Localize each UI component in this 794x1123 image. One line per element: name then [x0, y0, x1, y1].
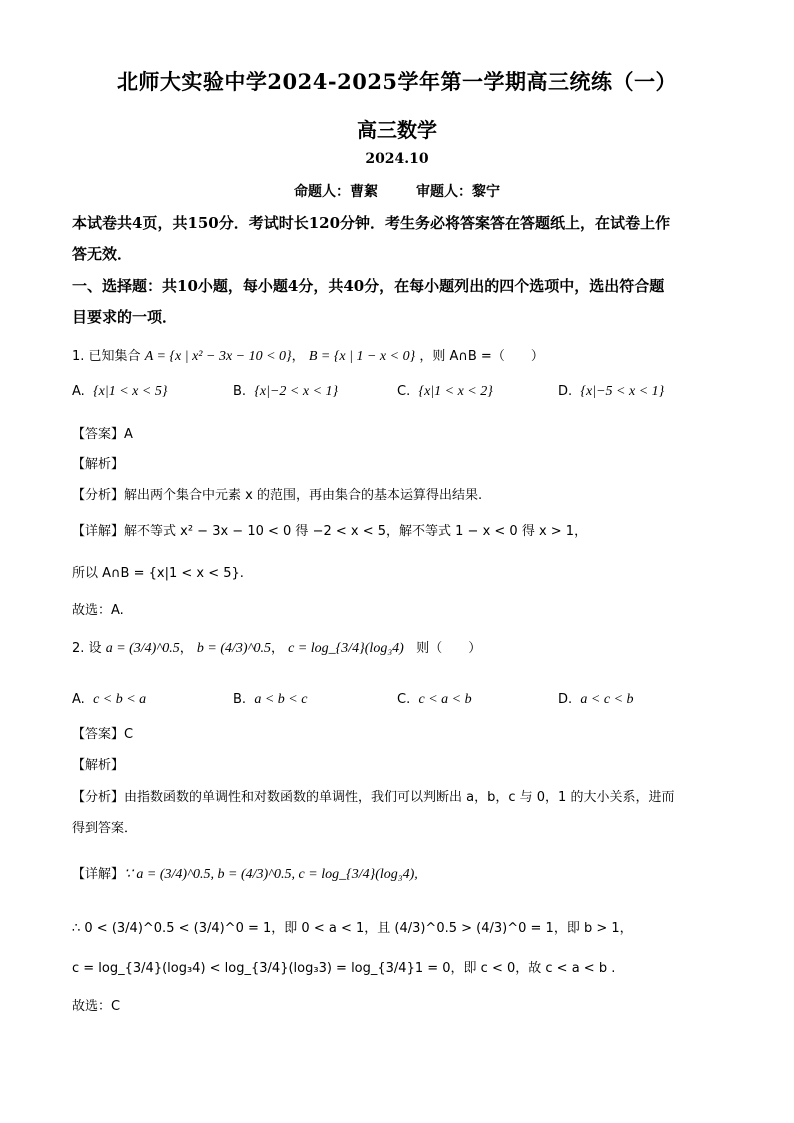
answer-label: 【答案】	[72, 427, 125, 442]
detail-text: 解不等式 x² − 3x − 10 < 0 得 −2 < x < 5，解不等式 1 − x < 0 得 x > 1，	[124, 524, 588, 539]
option-text: {x|−5 < x < 1}	[580, 384, 665, 399]
q2-option-a	[72, 692, 146, 708]
exam-date: 2024.10	[365, 151, 429, 167]
fenxi-label: 【分析】	[72, 488, 125, 503]
exam-title: 北师大实验中学2024-2025学年第一学期高三统练（一）	[116, 69, 678, 94]
q1-fenxi	[72, 484, 482, 503]
q1-analysis-label: 【解析】	[72, 457, 125, 472]
q2-detail-2: ∴ 0 < (3/4)^0.5 < (3/4)^0 = 1，即 0 < a < 1，且 (4/3)^0.5 > (4/3)^0 = 1，即 b > 1，	[72, 921, 633, 936]
q2-fenxi-1	[72, 786, 674, 805]
option-key: D.	[558, 692, 573, 707]
q1-stem	[72, 345, 544, 365]
q2-stem: 2. 设 a = (3/4)^0.5， b = (4/3)^0.5， c = log_{3/4}(log₃4) 则（ ）	[72, 641, 482, 656]
option-key: B.	[233, 384, 247, 399]
reviewer-label: 审题人：	[416, 184, 472, 200]
q2-option-b	[233, 692, 307, 708]
answer-label: 【答案】	[72, 727, 125, 742]
exam-subject: 高三数学	[357, 118, 437, 142]
q2-fenxi-2: 得到答案．	[72, 821, 138, 836]
detail-label: 【详解】	[72, 524, 125, 539]
section-heading-line-1: 一、选择题：共10小题，每小题4分，共40分，在每小题列出的四个选项中，选出符合题	[72, 277, 665, 295]
option-text: c < a < b	[418, 692, 472, 707]
q2-detail-3: c = log_{3/4}(log₃4) < log_{3/4}(log₃3) = log_{3/4}1 = 0，即 c < 0，故 c < a < b .	[72, 961, 616, 976]
option-text: {x|1 < x < 5}	[93, 384, 168, 399]
option-key: C.	[397, 692, 411, 707]
detail-label: 【详解】	[72, 867, 125, 882]
q1-option-b	[233, 384, 338, 400]
q1-option-c	[397, 384, 493, 400]
q1-answer	[72, 423, 133, 442]
q1-set-a: A = {x | x² − 3x − 10 < 0}	[144, 349, 292, 364]
instructions-line-1: 本试卷共4页，共150分．考试时长120分钟．考生务必将答案答在答题纸上，在试卷上作	[72, 214, 671, 232]
option-key: A.	[72, 692, 85, 707]
q1-comma: ，	[291, 349, 305, 364]
q1-option-a	[72, 384, 167, 400]
fenxi-text: 解出两个集合中元素 x 的范围，再由集合的基本运算得出结果.	[124, 488, 483, 503]
q2-def-a: a = (3/4)^0.5	[105, 641, 180, 656]
setter-name: 曹絮	[350, 184, 378, 200]
exam-authors	[0, 181, 794, 201]
section-heading-line-2: 目要求的一项．	[72, 308, 178, 326]
option-key: B.	[233, 692, 247, 707]
q1-detail-2: 所以 A∩B = {x|1 < x < 5}.	[72, 566, 244, 581]
q2-detail-1	[72, 863, 418, 883]
detail-text: ∵ a = (3/4)^0.5, b = (4/3)^0.5, c = log_{3/4}(log₃4),	[124, 867, 418, 882]
q2-option-c	[397, 692, 472, 708]
setter-label: 命题人：	[294, 184, 350, 200]
q2-analysis-label: 【解析】	[72, 758, 125, 773]
option-text: a < c < b	[580, 692, 634, 707]
option-key: D.	[558, 384, 573, 399]
option-key: C.	[397, 384, 411, 399]
option-text: {x|1 < x < 2}	[418, 384, 493, 399]
option-text: {x|−2 < x < 1}	[254, 384, 339, 399]
answer-value: C	[124, 727, 134, 742]
q1-option-d	[558, 384, 664, 400]
option-text: c < b < a	[93, 692, 147, 707]
fenxi-text: 由指数函数的单调性和对数函数的单调性，我们可以判断出 a，b，c 与 0，1 的大小关系，进而	[124, 790, 675, 805]
fenxi-label: 【分析】	[72, 790, 125, 805]
q2-stem-tail: 则（ ）	[416, 641, 482, 656]
q2-def-c: c = log_{3/4}(log₃4)	[288, 641, 404, 656]
q2-conclusion: 故选：C	[72, 999, 121, 1014]
q2-answer	[72, 723, 133, 742]
option-text: a < b < c	[254, 692, 308, 707]
q1-conclusion: 故选：A.	[72, 603, 124, 618]
q1-detail	[72, 520, 587, 539]
q1-stem-tail: ，则 A∩B =（ ）	[419, 349, 544, 364]
reviewer-name: 黎宁	[472, 184, 500, 200]
q2-def-b: b = (4/3)^0.5	[196, 641, 271, 656]
answer-value: A	[124, 427, 133, 442]
q1-set-b: B = {x | 1 − x < 0}	[308, 349, 416, 364]
q2-option-d	[558, 692, 634, 708]
q2-number: 2. 设	[72, 641, 102, 656]
q1-number: 1. 已知集合	[72, 349, 141, 364]
instructions-line-2: 答无效．	[72, 245, 133, 263]
option-key: A.	[72, 384, 85, 399]
